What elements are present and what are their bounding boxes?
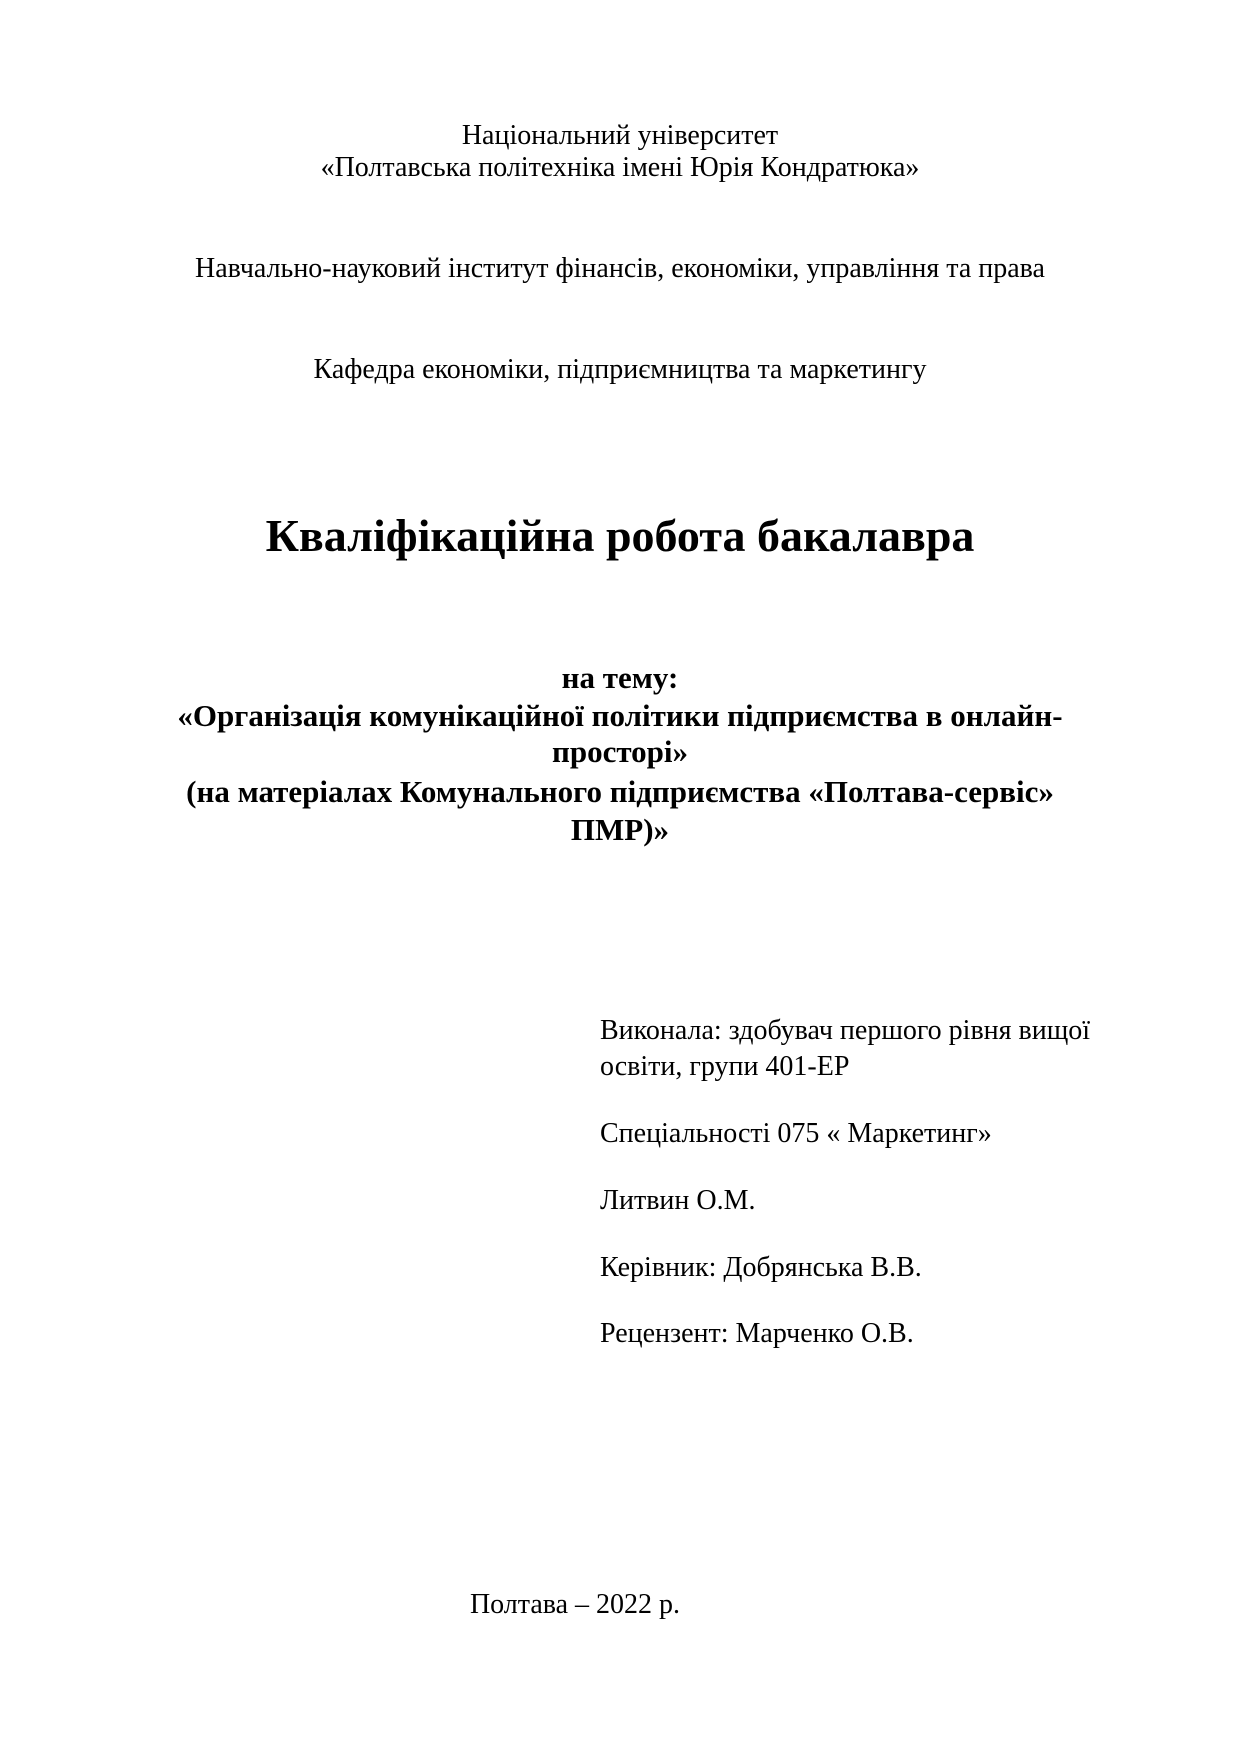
institute-name: Навчально-науковий інститут фінансів, економіки, управління та права <box>195 253 1045 284</box>
student-name: Литвин О.М. <box>600 1185 756 1216</box>
university-full-name: «Полтавська політехніка імені Юрія Кондратюка» <box>320 152 920 183</box>
document-title: Кваліфікаційна робота бакалавра <box>265 510 975 561</box>
department-name: Кафедра економіки, підприємництва та маркетингу <box>313 354 927 385</box>
city-year: Полтава – 2022 р. <box>469 1589 681 1620</box>
specialty: Спеціальності 075 « Маркетинг» <box>600 1118 992 1149</box>
topic-line-3: (на матеріалах Комунального підприємства «Полтава-сервіс» <box>186 774 1054 809</box>
topic-line-4: ПМР)» <box>570 812 670 847</box>
topic-intro: на тему: <box>561 660 679 695</box>
topic-line-1: «Організація комунікаційної політики підприємства в онлайн- <box>177 698 1063 733</box>
performed-by-line-2: освіти, групи 401-ЕР <box>600 1051 850 1082</box>
university-name: Національний університет <box>461 120 779 151</box>
topic-line-2: просторі» <box>551 734 689 769</box>
supervisor: Керівник: Добрянська В.В. <box>600 1252 922 1283</box>
performed-by-line-1: Виконала: здобувач першого рівня вищої <box>600 1015 1091 1046</box>
reviewer: Рецензент: Марченко О.В. <box>600 1318 914 1349</box>
